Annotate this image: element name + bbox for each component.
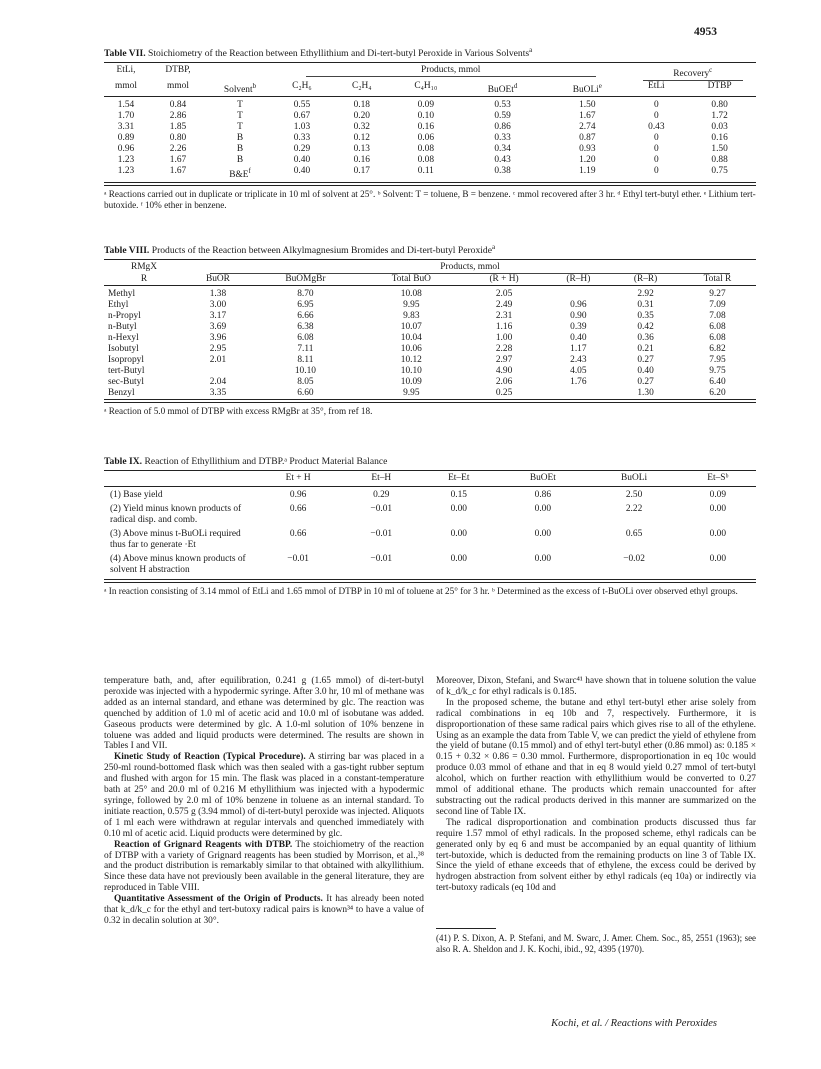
th-products-group: Products, mmol [184,260,756,275]
table-cell: 6.08 [297,333,314,344]
table-cell: 6.08 [709,333,726,344]
table-cell: 1.20 [579,155,596,166]
table-cell: 0.40 [570,333,587,344]
table-vii-grid [104,62,756,182]
table-cell: 2.05 [495,289,513,300]
table-cell: 0.86 [534,490,552,500]
table-cell: 3.31 [117,122,135,133]
th-total-r: Total R [703,274,732,285]
table-cell: 3.00 [209,300,227,311]
th-dtbp-unit: mmol [167,81,189,92]
table-cell: 0.89 [117,133,135,144]
th-products-group: Products, mmol [272,63,629,82]
table-cell [184,366,252,377]
table-row [104,155,756,166]
table-cell: 7.08 [709,311,726,322]
body-paragraph [436,676,756,698]
table-cell: 1.50 [711,144,728,155]
table-cell: T [237,111,243,122]
table-cell: 0.16 [711,133,728,144]
table-cell: 0.88 [711,155,728,166]
table-cell: T [237,122,243,133]
table-cell: 7.11 [297,344,314,355]
table-cell: (1) Base yield [110,490,163,500]
paragraph-heading: Quantitative Assessment of the Origin of Products. [114,894,323,905]
table-cell: 0.42 [637,322,654,333]
table-cell: 7.95 [709,355,726,366]
table-cell: 1.19 [579,166,596,177]
body-paragraph [104,676,424,752]
table-cell: 0.96 [289,490,307,500]
table-row [104,366,756,377]
footnote-mark: f [248,167,251,176]
table-cell: 0.00 [450,529,467,539]
table-cell: 0.08 [417,144,435,155]
table-cell: (2) Yield minus known products of radical disp. and comb. [110,504,242,525]
th-buoli: BuOLi$^e$ [572,82,602,96]
table-row [104,286,756,301]
table-cell: 0.21 [637,344,654,355]
table-viii [104,243,756,417]
table-cell: 0.00 [709,554,727,564]
table-row [104,300,756,311]
table-cell: 6.20 [709,388,726,399]
table-cell: 0.38 [494,166,511,177]
table-cell: 6.66 [297,311,314,322]
table-cell: 0.09 [417,100,435,111]
table-cell: 0.18 [353,100,370,111]
table-vii-title [104,46,756,59]
table-cell: 2.92 [637,289,654,300]
table-cell: 0 [653,155,659,166]
body-paragraph [436,698,756,818]
table-cell: 2.74 [579,122,596,133]
table-cell: 0.80 [711,100,728,111]
table-row [104,111,756,122]
table-cell: 0.43 [648,122,665,133]
th-r-plus-h: (R + H) [489,274,519,285]
table-cell: 10.07 [400,322,422,333]
th-solvent: Solvent$^b$ [223,82,257,96]
table-cell: 4.05 [570,366,587,377]
table-cell: 0.11 [417,166,434,177]
table-cell: 0.75 [711,166,728,177]
th-dtbp: DTBP, [165,65,191,76]
table-cell: 0.00 [709,504,727,514]
table-cell: $B\&E^f$ [229,167,251,181]
table-row [104,166,756,182]
table-cell: 1.67 [579,111,596,122]
table-header-cell [104,471,254,487]
table-cell: 0 [653,133,659,144]
table-cell: 2.50 [625,490,643,500]
th-c2h6: C₂H₆ [292,81,312,92]
table-row [104,322,756,333]
table-cell: 1.16 [495,322,513,333]
table-cell: 1.67 [169,166,187,177]
table-cell: 2.22 [625,504,643,514]
th-r-minus-h: (R–H) [566,274,591,285]
table-cell: 0.31 [637,300,654,311]
table-cell: 0 [653,100,659,111]
table-cell: B [236,144,244,155]
table-cell: 2.31 [495,311,513,322]
table-cell: Ethyl [108,300,129,311]
table-cell: 0.59 [494,111,511,122]
table-cell: 0.34 [494,144,511,155]
table-cell: 0 [653,144,659,155]
table-cell: 0.03 [711,122,728,133]
table-viii-label: Table VIII. [104,245,150,257]
table-cell: 0.29 [293,144,311,155]
table-cell: 0 [653,111,659,122]
table-cell: 1.72 [711,111,728,122]
table-cell: 2.06 [495,377,513,388]
table-cell: 0.17 [353,166,370,177]
table-cell: 9.75 [709,366,726,377]
table-viii-caption: Products of the Reaction between Alkylmagnesium Bromides and Di-tert-butyl Peroxide [151,245,492,257]
table-header-cell: Et–Sᵇ [707,473,729,483]
table-cell: Isopropyl [108,355,144,366]
table-cell: 1.17 [570,344,587,355]
table-cell: −0.01 [370,554,393,564]
table-cell: B [236,155,244,166]
table-ix [104,456,756,597]
table-cell: 10.09 [400,377,422,388]
table-cell: 3.17 [209,311,227,322]
table-cell: 0.55 [293,100,311,111]
table-cell: 3.96 [209,333,227,344]
table-cell: 0.08 [417,155,435,166]
table-cell: 1.76 [570,377,587,388]
table-row [104,377,756,388]
table-cell: 0.36 [637,333,654,344]
table-header-cell: Et + H [285,473,311,483]
table-cell [544,286,612,301]
table-ix-caption: Reaction of Ethyllithium and DTBP.ᵃ Product Material Balance [144,456,388,467]
th-recovery-group: Recovery$^c$ [629,63,756,82]
th-rmgx: RMgX [130,262,158,273]
table-cell: n-Hexyl [108,333,139,344]
table-cell: 0.09 [709,490,727,500]
paragraph-text: temperature bath, and, after equilibration, 0.241 g (1.65 mmol) of di-tert-butyl peroxide was injected with a hypodermic syringe. After 3.0 hr, 10 ml of methane was added as an internal standard, and ethane was determined by glc. The reaction was quenched by addition of 1.0 ml of acetic acid and 10.0 ml of isobutane was added. Gaseous products were determined by glc. A 1.0-ml solution of 10% benzene in toluene was added and liquid products were determined. The results are shown in Tables I and VII. [104,676,424,752]
table-cell: B [236,133,244,144]
table-cell: 9.95 [403,300,420,311]
table-cell: T [237,100,243,111]
table-cell: 0.40 [637,366,654,377]
table-cell: −0.02 [623,554,645,564]
table-row [104,344,756,355]
table-cell: 0.20 [353,111,370,122]
table-cell: 0.06 [417,133,435,144]
table-cell: 6.08 [709,322,726,333]
table-cell: 0.13 [353,144,370,155]
table-cell: 0.00 [534,554,552,564]
table-cell: 1.23 [117,155,135,166]
paragraph-text: Moreover, Dixon, Stefani, and Swarc⁴¹ have shown that in toluene solution the value of k_d/k_c for ethyl radicals is 0.185. [436,676,756,697]
table-cell: (4) Above minus known products of solvent H abstraction [110,554,246,575]
table-cell: 0.67 [293,111,311,122]
th-r-r: (R–R) [633,274,658,285]
table-cell: 0.16 [417,122,435,133]
table-cell: 4.90 [495,366,513,377]
table-cell: 9.27 [709,289,726,300]
th-buor: BuOR [205,274,230,285]
body-paragraph [104,752,424,839]
paragraph-heading: Kinetic Study of Reaction (Typical Procedure). [114,752,306,763]
table-vii-label: Table VII. [104,48,146,60]
table-cell: 0.10 [417,111,435,122]
table-cell: 2.86 [169,111,187,122]
table-cell: 9.83 [403,311,420,322]
table-cell: sec-Butyl [108,377,144,388]
paragraph-text: A stirring bar was placed in a 250-ml round-bottomed flask which was then sealed with a gas-tight rubber septum and flushed with argon for 15 min. The flask was placed in a constant-temperature bath at 25° and 20.0 ml of 0.216 M ethyllithium was injected with a hypodermic syringe, followed by 2.0 ml of 10% benzene in toluene as an internal standard. To initiate reaction, 0.575 g (3.94 mmol) of di-tert-butyl peroxide was injected. Aliquots of 1 ml each were withdrawn at regular intervals and quenched immediately with 0.10 ml of acetic acid. Liquid products were determined by glc. [104,752,424,839]
th-r: R [140,274,148,285]
paragraph-text: It has already been noted that k_d/k_c for the ethyl and tert-butoxy radical pairs is known³⁴ to have a value of 0.32 in decalin solution at 30°. [104,894,424,926]
table-cell: 2.95 [209,344,227,355]
th-etli: EtLi, [116,65,136,76]
table-row [104,504,756,529]
table-cell: 0.96 [570,300,587,311]
table-cell: 2.01 [209,355,227,366]
th-c2h4: C₂H₄ [352,81,372,92]
table-cell: 10.10 [294,366,316,377]
paragraph-text: In the proposed scheme, the butane and ethyl tert-butyl ether arise solely from radical combinations in eq 10b and 7, respectively. Furthermore, it is disproportionation of these same radical pairs which gives rise to all of the ethylene. Using as an example the data from Table V, we can predict the yield of ethylene from the yield of butane (0.15 mmol) and of ethyl tert-butyl ether (0.86 mmol) as: 0.185 × 0.15 + 0.32 × 0.86 = 0.30 mmol. Furthermore, disproportionation in eq 10c would produce 0.03 mmol of ethane and that in eq 8 would yield 0.27 mmol of tert-butyl alcohol, which on further reaction with ethyllithium would be converted to 0.27 mmol of additional ethane. The products which remain unaccounted for after substracting out the radical products derived in this manner are summarized on the second line of Table IX. [436,697,756,817]
table-cell: 0.86 [494,122,511,133]
table-row [104,122,756,133]
table-cell: 0.15 [450,490,467,500]
table-cell: 0.00 [534,529,552,539]
body-paragraph [104,894,424,927]
th-total-buo: Total BuO [391,274,431,285]
table-viii-title [104,243,756,256]
table-cell: n-Butyl [108,322,137,333]
table-row [104,529,756,554]
table-cell: 1.30 [637,388,654,399]
table-cell: Methyl [108,289,136,300]
table-row [104,355,756,366]
table-row [104,133,756,144]
table-cell: 10.04 [400,333,422,344]
table-row [104,333,756,344]
table-cell: 0.00 [450,554,467,564]
table-header-cell: BuOEt [529,473,556,483]
table-ix-footnote: ᵃ In reaction consisting of 3.14 mmol of EtLi and 1.65 mmol of DTBP in 10 ml of toluene at 25° for 3 hr. ᵇ Determined as the excess of t-BuOLi over observed ethyl groups. [104,586,738,596]
running-footer: Kochi, et al. / Reactions with Peroxides [551,1018,717,1029]
body-paragraph [436,818,756,894]
th-rec-etli: EtLi [648,81,665,92]
table-cell: 3.35 [209,388,227,399]
table-cell: 0.27 [637,377,654,388]
table-cell: 3.69 [209,322,227,333]
paragraph-heading: Reaction of Grignard Reagents with DTBP. [114,839,293,850]
table-ix-label: Table IX. [104,456,143,467]
table-cell: 0.25 [495,388,513,399]
table-cell: 0.66 [289,504,307,514]
table-cell: −0.01 [370,504,393,514]
table-cell: 0.43 [494,155,511,166]
table-cell: 8.70 [297,289,314,300]
table-viii-grid [104,259,756,400]
table-cell: 0.32 [353,122,370,133]
table-cell: 0.16 [353,155,370,166]
table-cell: 1.03 [293,122,311,133]
body-column-left [104,676,424,927]
table-header-cell: Et–H [371,473,392,483]
th-c4h10: C₄H₁₀ [414,81,438,92]
table-cell: 0.29 [373,490,390,500]
table-cell: 1.50 [579,100,596,111]
paragraph-text: The radical disproportionation and combination products discussed thus far require 1.57 mmol of ethyl radicals. In the proposed scheme, ethyl radicals can be generated only by eq 6 and must be accompanied by an equal quantity of lithium tert-butoxide, which is deducted from the remaining products on line 3 of Table IX. Since the yield of ethane exceeds that of ethylene, the excess could be derived by hydrogen abstraction from solvent either by ethyl radicals (eq 10a) or indirectly via tert-butoxy radicals (eq 10d and [436,817,756,894]
table-cell: n-Propyl [108,311,141,322]
caption-mark: a [491,243,496,251]
table-cell: tert-Butyl [108,366,145,377]
body-paragraph [104,840,424,895]
table-row [104,311,756,322]
table-cell: Isobutyl [108,344,139,355]
table-cell: 6.60 [297,388,314,399]
table-cell: 0.40 [293,166,311,177]
table-cell: 9.95 [403,388,420,399]
table-cell: 0.87 [579,133,596,144]
table-vii [104,46,756,211]
table-cell: 0.00 [534,504,552,514]
table-cell: 0.27 [637,355,654,366]
table-row [104,97,756,112]
table-cell: −0.01 [287,554,309,564]
table-cell: 0.93 [579,144,596,155]
table-cell: 6.40 [709,377,726,388]
table-cell: 6.95 [297,300,314,311]
paragraph-text: The stoichiometry of the reaction of DTBP with a variety of Grignard reagents has been studied by Morrison, et al.,³⁸ and the product distribution is remarkably similar to that obtained with alkyllithium. Since these data have not previously been available in the general literature, they are reproduced in Table VIII. [104,839,424,894]
table-cell: 0.00 [450,504,467,514]
table-cell: 6.38 [297,322,314,333]
table-cell: 2.43 [570,355,587,366]
table-header-cell: BuOLi [621,473,648,483]
table-cell: 0.90 [570,311,587,322]
table-cell: −0.01 [370,529,393,539]
table-cell: 1.54 [117,100,135,111]
table-ix-title [104,456,756,467]
table-vii-footnote: ᵃ Reactions carried out in duplicate or triplicate in 10 ml of solvent at 25°. ᵇ Solvent: T = toluene, B = benzene. ᶜ mmol recovered after 3 hr. ᵈ Ethyl tert-butyl ether. ᵉ Lithium tert-butoxide. ᶠ 10% ether in benzene. [104,188,756,210]
table-cell: 10.12 [400,355,422,366]
table-cell: 0.80 [169,133,187,144]
table-cell: 0 [653,166,659,177]
table-cell: 2.97 [495,355,513,366]
table-cell: 10.08 [400,289,422,300]
table-cell: 8.11 [297,355,314,366]
table-cell: 1.00 [495,333,513,344]
table-cell: 0.96 [117,144,135,155]
table-vii-caption: Stoichiometry of the Reaction between Ethyllithium and Di-tert-butyl Peroxide in Various Solvents [148,48,530,60]
table-cell: 1.23 [117,166,135,177]
caption-mark: a [529,46,533,54]
table-cell: 0.66 [289,529,307,539]
table-cell: 10.10 [400,366,422,377]
table-row [104,487,756,505]
table-cell: 0.65 [625,529,643,539]
table-header-cell: Et–Et [448,473,470,483]
table-cell: 10.06 [400,344,422,355]
table-cell: 6.82 [709,344,726,355]
table-cell: 0.12 [353,133,370,144]
table-row [104,388,756,400]
table-cell: 0.84 [169,100,187,111]
th-rec-dtbp: DTBP [707,81,732,92]
table-cell: 0.33 [494,133,511,144]
page-number: 4953 [694,26,717,38]
table-cell: 1.38 [209,289,227,300]
table-ix-grid [104,470,756,580]
table-cell: Benzyl [108,388,135,399]
table-cell: 2.26 [169,144,187,155]
table-cell: 1.70 [117,111,135,122]
th-etli-unit: mmol [115,81,137,92]
table-viii-footnote: ᵃ Reaction of 5.0 mmol of DTBP with excess RMgBr at 35°, from ref 18. [104,406,373,417]
table-cell: 8.05 [297,377,314,388]
table-row [104,554,756,580]
table-cell: 0.39 [570,322,587,333]
table-cell [544,388,612,400]
table-cell: 0.35 [637,311,654,322]
table-cell: 7.09 [709,300,726,311]
table-cell: 2.49 [495,300,513,311]
table-cell: 0.33 [293,133,311,144]
th-buomgbr: BuOMgBr [285,274,326,285]
body-column-right [436,676,756,954]
th-buoet: BuOEt$^d$ [487,82,518,96]
table-cell: (3) Above minus t-BuOLi required thus far to generate ·Et [110,529,241,550]
table-cell: 0.53 [494,100,511,111]
reference-41: (41) P. S. Dixon, A. P. Stefani, and M. Swarc, J. Amer. Chem. Soc., 85, 2551 (1963); see also R. A. Sheldon and J. K. Kochi, ibid., 92, 4395 (1970). [436,933,756,954]
table-cell: 2.28 [495,344,513,355]
table-cell: 2.04 [209,377,227,388]
table-cell: 1.85 [169,122,187,133]
table-row [104,144,756,155]
table-cell: 1.67 [169,155,187,166]
table-cell: 0.40 [293,155,311,166]
table-cell: 0.00 [709,529,727,539]
